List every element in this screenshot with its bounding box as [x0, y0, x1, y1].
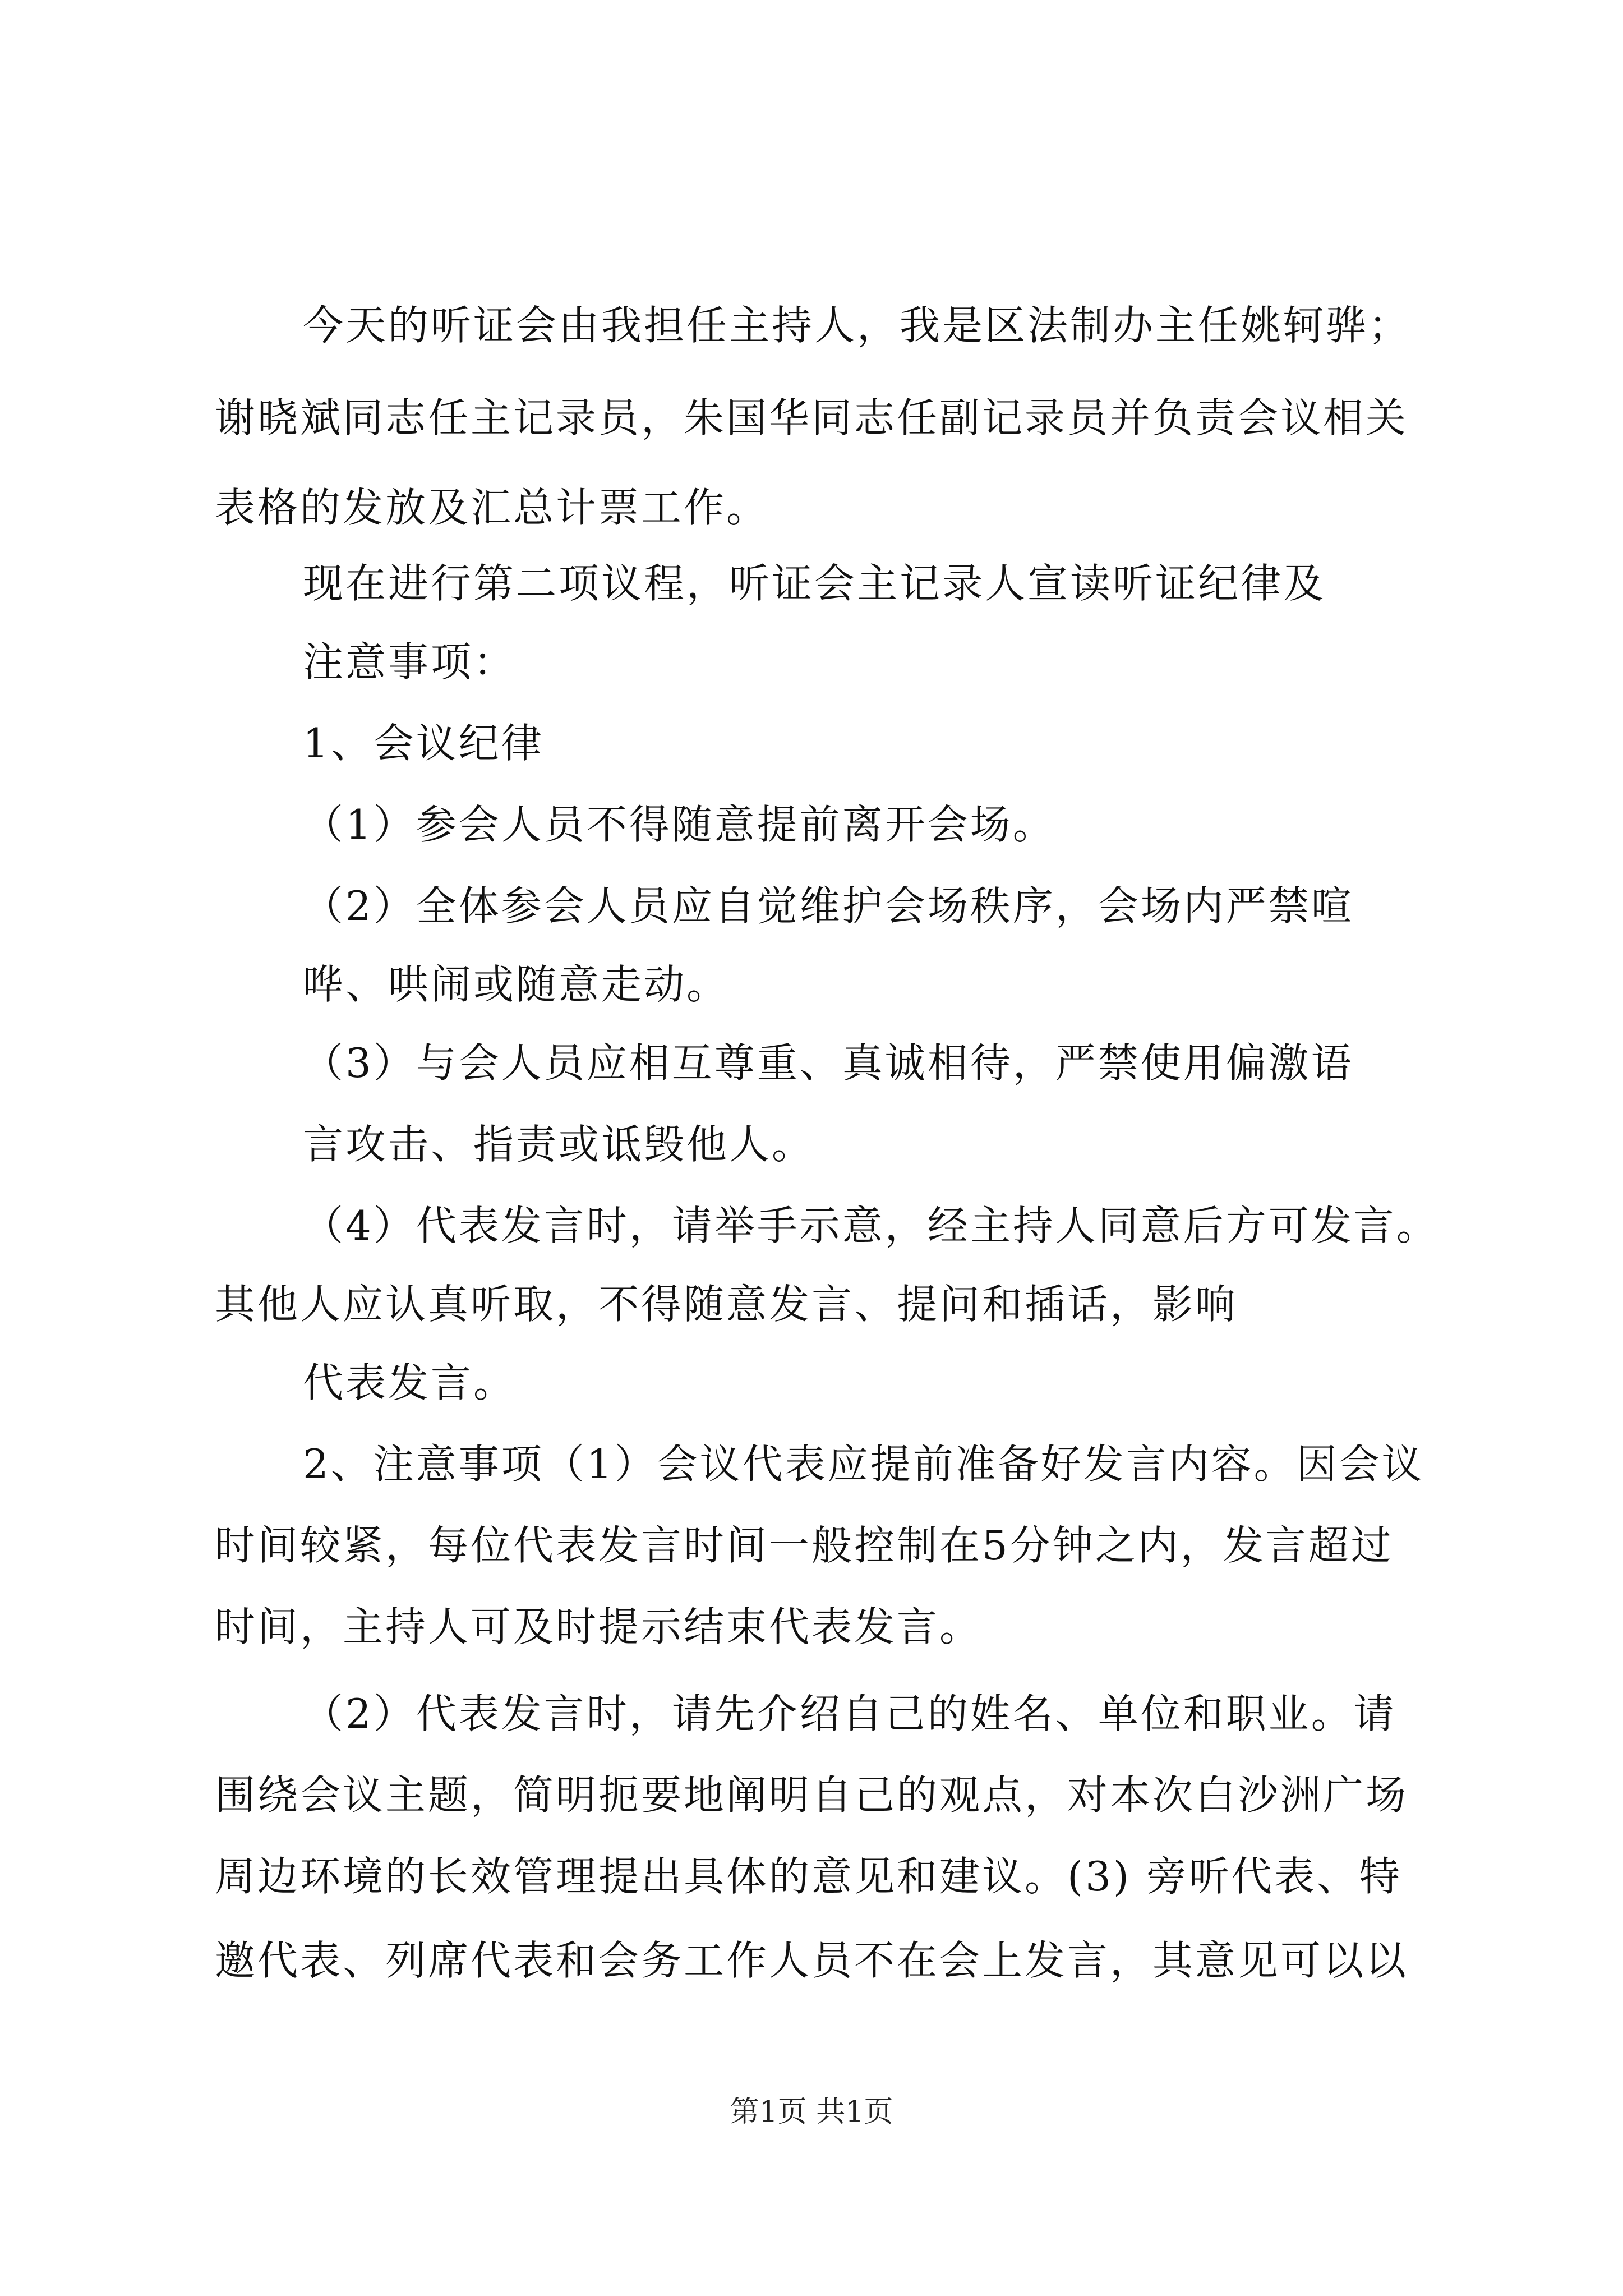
paragraph-line: 邀代表、列席代表和会务工作人员不在会上发言，其意见可以以: [215, 1937, 1409, 1984]
list-item: （2）全体参会人员应自觉维护会场秩序，会场内严禁喧: [303, 882, 1354, 930]
paragraph-line: 谢晓斌同志任主记录员，朱国华同志任副记录员并负责会议相关: [215, 394, 1409, 441]
section-heading: 2、注意事项（1）会议代表应提前准备好发言内容。因会议: [303, 1441, 1424, 1488]
list-item: （4）代表发言时，请举手示意，经主持人同意后方可发言。: [303, 1202, 1439, 1249]
paragraph-line: 现在进行第二项议程，听证会主记录人宣读听证纪律及: [303, 560, 1326, 607]
paragraph-line: 表格的发放及汇总计票工作。: [215, 484, 769, 531]
list-item-continuation: 哗、哄闹或随意走动。: [303, 961, 730, 1008]
list-item: （2）代表发言时，请先介绍自己的姓名、单位和职业。请: [303, 1690, 1396, 1737]
paragraph-line: 代表发言。: [303, 1359, 517, 1406]
list-item: （1）参会人员不得随意提前离开会场。: [303, 801, 1055, 848]
paragraph-line: 时间，主持人可及时提示结束代表发言。: [215, 1603, 983, 1650]
section-heading: 1、会议纪律: [303, 720, 544, 767]
list-item: （3）与会人员应相互尊重、真诚相待，严禁使用偏激语: [303, 1039, 1354, 1087]
list-item-continuation: 言攻击、指责或诋毁他人。: [303, 1121, 815, 1168]
paragraph-line: 周边环境的长效管理提出具体的意见和建议。(3) 旁听代表、特: [215, 1853, 1402, 1900]
paragraph-line: 围绕会议主题，简明扼要地阐明自己的观点，对本次白沙洲广场: [215, 1772, 1409, 1819]
paragraph-line: 其他人应认真听取，不得随意发言、提问和插话，影响: [215, 1281, 1238, 1328]
page-number: 第1页 共1页: [730, 2095, 893, 2129]
paragraph-line: 注意事项：: [303, 638, 517, 685]
paragraph-line: 今天的听证会由我担任主持人，我是区法制办主任姚轲骅；: [303, 302, 1412, 349]
paragraph-line: 时间较紧，每位代表发言时间一般控制在5分钟之内，发言超过: [215, 1522, 1394, 1569]
